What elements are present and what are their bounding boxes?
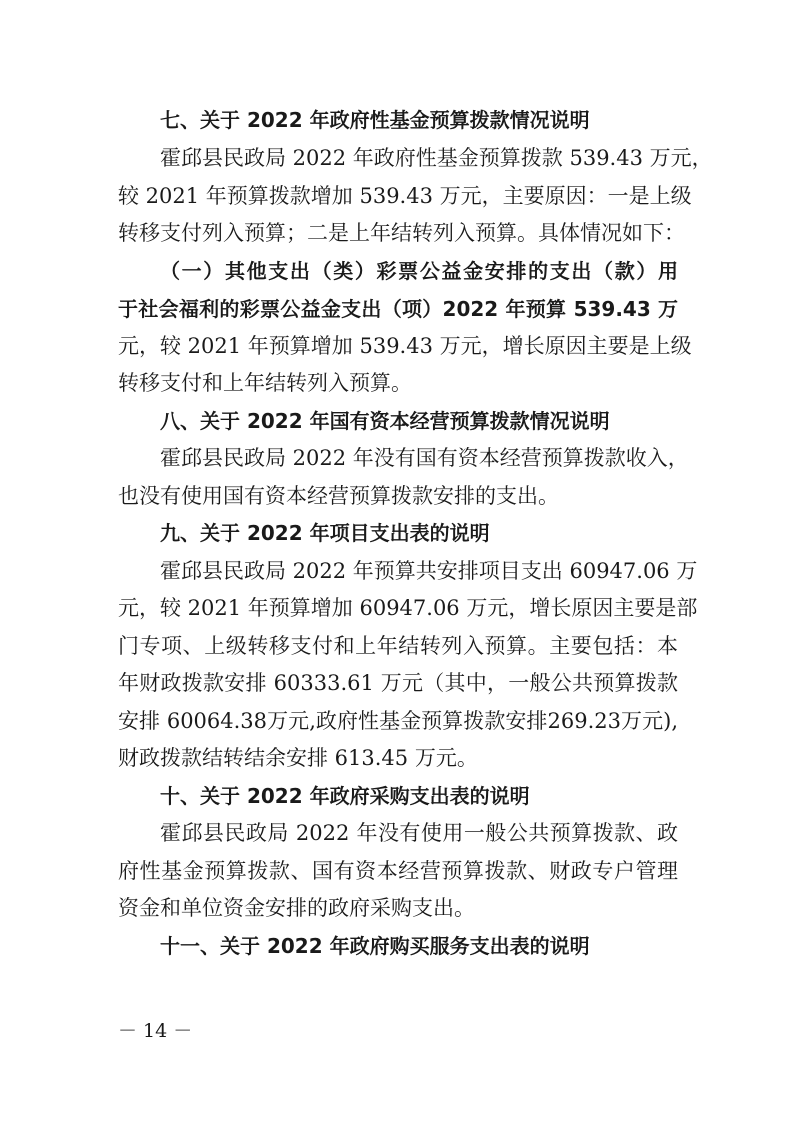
section-9-heading: 九、关于 2022 年项目支出表的说明 — [160, 521, 490, 545]
paragraph-line: 较 2021 年预算拨款增加 539.43 万元，主要原因：一是上级 — [118, 184, 692, 208]
paragraph-line: 财政拨款结转结余安排 613.45 万元。 — [118, 746, 478, 770]
paragraph-line: 门专项、上级转移支付和上年结转列入预算。主要包括：本 — [118, 634, 678, 658]
section-8-heading: 八、关于 2022 年国有资本经营预算拨款情况说明 — [160, 409, 610, 433]
paragraph-line: 也没有使用国有资本经营预算拨款安排的支出。 — [118, 484, 559, 508]
section-10-heading: 十、关于 2022 年政府采购支出表的说明 — [160, 784, 530, 808]
paragraph-line: 府性基金预算拨款、国有资本经营预算拨款、财政专户管理 — [118, 859, 678, 883]
subheading-line: （一）其他支出（类）彩票公益金安排的支出（款）用 — [160, 259, 678, 283]
paragraph-line: 安排 60064.38万元,政府性基金预算拨款安排269.23万元), — [118, 709, 678, 733]
paragraph-line: 霍邱县民政局 2022 年政府性基金预算拨款 539.43 万元， — [160, 146, 713, 170]
paragraph-line: 转移支付列入预算；二是上年结转列入预算。具体情况如下： — [118, 221, 685, 245]
paragraph-line: 转移支付和上年结转列入预算。 — [118, 371, 412, 395]
paragraph-line: 资金和单位资金安排的政府采购支出。 — [118, 896, 475, 920]
paragraph-line: 元，较 2021 年预算增加 539.43 万元，增长原因主要是上级 — [118, 334, 692, 358]
section-7-heading: 七、关于 2022 年政府性基金预算拨款情况说明 — [160, 108, 590, 132]
paragraph-line: 年财政拨款安排 60333.61 万元（其中，一般公共预算拨款 — [118, 671, 678, 695]
subheading-line: 于社会福利的彩票公益金支出（项）2022 年预算 539.43 万 — [118, 297, 678, 321]
paragraph-line: 霍邱县民政局 2022 年没有使用一般公共预算拨款、政 — [160, 821, 678, 845]
paragraph-line: 霍邱县民政局 2022 年没有国有资本经营预算拨款收入， — [160, 446, 689, 470]
page-number: － 14 － — [118, 1020, 193, 1042]
paragraph-line: 元，较 2021 年预算增加 60947.06 万元，增长原因主要是部 — [118, 596, 698, 620]
paragraph-line: 霍邱县民政局 2022 年预算共安排项目支出 60947.06 万 — [160, 559, 698, 583]
section-11-heading: 十一、关于 2022 年政府购买服务支出表的说明 — [160, 934, 590, 958]
